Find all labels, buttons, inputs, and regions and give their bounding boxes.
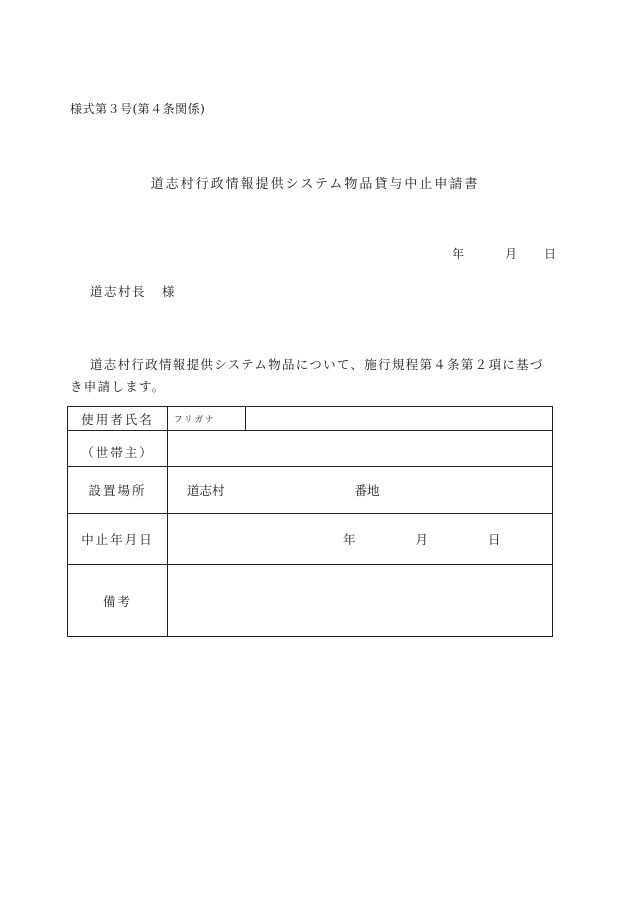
date-line	[452, 245, 556, 262]
household-label: （世帯主）	[68, 431, 168, 467]
form-number: 様式第３号(第４条関係)	[70, 102, 206, 116]
location-village: 道志村	[187, 483, 225, 498]
document-title: 道志村行政情報提供システム物品貸与中止申請書	[150, 177, 480, 192]
body-text: 道志村行政情報提供システム物品について、施行規程第４条第２項に基づき申請します。	[70, 357, 544, 394]
location-field[interactable]	[168, 467, 553, 514]
addressee-honorific: 様	[162, 284, 177, 299]
furigana-label: フリガナ	[168, 407, 246, 431]
addressee-name: 道志村長	[90, 284, 147, 299]
date-year: 年	[452, 247, 465, 261]
addressee	[90, 282, 176, 300]
location-banchi: 番地	[354, 483, 380, 498]
user-name-field[interactable]	[168, 431, 553, 467]
stop-month: 月	[415, 532, 429, 547]
stop-day: 日	[488, 532, 501, 547]
stop-date-field[interactable]	[168, 514, 553, 565]
stop-year: 年	[343, 532, 356, 547]
furigana-field[interactable]	[246, 407, 553, 431]
date-month: 月	[505, 247, 518, 261]
remarks-field[interactable]	[168, 565, 553, 637]
date-day: 日	[544, 247, 557, 261]
location-label: 設置場所	[68, 467, 168, 514]
stop-date-label: 中止年月日	[68, 514, 168, 565]
application-form-table	[67, 406, 553, 637]
user-name-label: 使用者氏名	[68, 407, 168, 431]
remarks-label: 備考	[68, 565, 168, 637]
